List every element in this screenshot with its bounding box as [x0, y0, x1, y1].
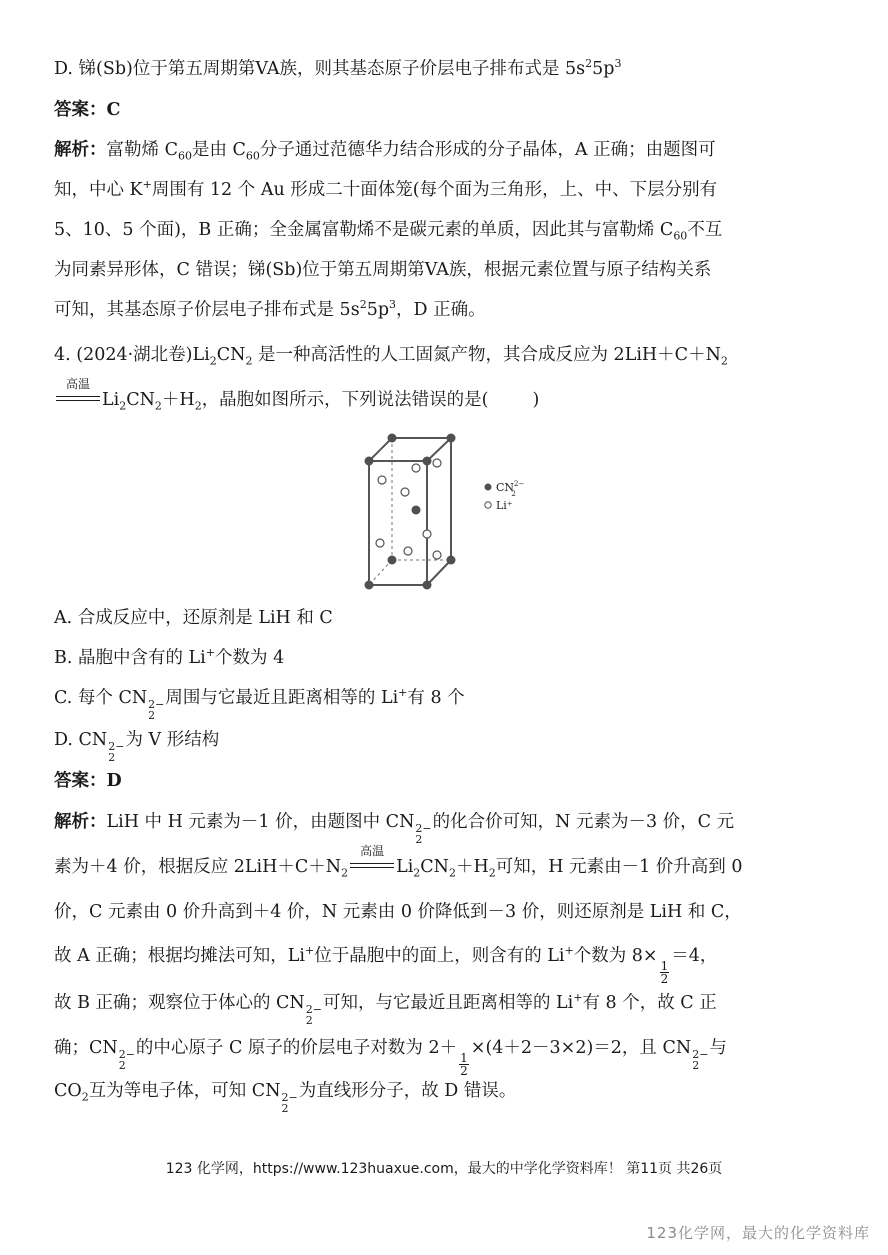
- q3-analysis-line-2: 知，中心 K+周围有 12 个 Au 形成二十面体笼(每个面为三角形，上、中、下层分别有: [54, 178, 718, 200]
- li-ion: [404, 547, 412, 555]
- cn2-ion-corner: [423, 457, 432, 466]
- cn2-ion-corner: [388, 434, 397, 443]
- q4-option-d: D. CN 2− 2 为 V 形结构: [54, 730, 220, 764]
- cn2-ion-corner: [447, 556, 456, 565]
- cn2-ion-corner: [365, 581, 374, 590]
- cn2-ion-corner: [423, 581, 432, 590]
- q4-analysis-line-6: 确；CN 2− 2 的中心原子 C 原子的价层电子对数为 2＋ $\frac{1}{2}$ ×(4＋2－3×2)＝2，且 CN 2− 2 与: [54, 1038, 727, 1078]
- q4-option-a: A. 合成反应中，还原剂是 LiH 和 C: [54, 608, 333, 628]
- unit-cell-figure: [360, 430, 540, 595]
- q3-analysis-line-3: 5、10、5 个面)，B 正确；全金属富勒烯不是碳元素的单质，因此其与富勒烯 $C_{60}$不互: [54, 220, 723, 243]
- reaction-condition: 高温: [350, 853, 394, 881]
- page-footer: 123 化学网，https://www.123huaxue.com，最大的中学化学资料库！ 第11页 共26页: [165, 1161, 723, 1177]
- cn2-ion-corner: [447, 434, 456, 443]
- q4-option-c: C. 每个 CN 2− 2 周围与它最近且距离相等的 Li+有 8 个: [54, 686, 465, 722]
- li-ion: [423, 530, 431, 538]
- reaction-condition: 高温: [56, 386, 100, 414]
- q4-analysis-line-3: 价，C 元素由 0 价升高到＋4 价，N 元素由 0 价降低到－3 价，则还原剂是 LiH 和 C，: [54, 902, 742, 922]
- li-ion: [378, 476, 386, 484]
- li-ion: [376, 539, 384, 547]
- q3-analysis-line-5: 可知，其基态原子价层电子排布式是 $5s^25p^3$，D 正确。: [54, 298, 486, 320]
- li-ion: [401, 488, 409, 496]
- q4-analysis-line-5: 故 B 正确；观察位于体心的 CN 2− 2 可知，与它最近且距离相等的 Li+有 8 个，故 C 正: [54, 991, 717, 1027]
- q4-analysis-line-4: 故 A 正确；根据均摊法可知，Li+位于晶胞中的面上，则含有的 Li+个数为 8× $\frac{1}{2}$ ＝4，: [54, 944, 718, 986]
- q4-option-b: B. 晶胞中含有的 Li+个数为 4: [54, 646, 285, 668]
- legend-dark-dot: [485, 484, 492, 491]
- q3-analysis-line-1: 解析：富勒烯 $C_{60}$是由 $C_{60}$分子通过范德华力结合形成的分子晶体，A 正确；由题图可: [54, 140, 716, 163]
- q4-answer: 答案：D: [54, 771, 122, 791]
- cn2-ion-body-center: [412, 506, 421, 515]
- legend-li-label: Li⁺: [496, 499, 513, 512]
- q3-option-d: D. 锑(Sb)位于第五周期第VA族，则其基态原子价层电子排布式是 $5s^25p^3$: [54, 57, 622, 79]
- q4-analysis-line-7: $CO_2$互为等电子体，可知 CN 2− 2 为直线形分子，故 D 错误。: [54, 1081, 517, 1115]
- q4-analysis-line-2: 素为＋4 价，根据反应 $2LiH+C+N_2$ 高温 $Li_2CN_2+H_2$可知，H 元素由－1 价升高到 0: [54, 844, 743, 880]
- li-ion: [412, 464, 420, 472]
- legend-cn2-label: $CN^{2-}$ 2: [496, 480, 525, 498]
- cn2-ion-corner: [388, 556, 397, 565]
- watermark: 123化学网，最大的化学资料库: [646, 1224, 870, 1242]
- legend-open-dot: [485, 502, 491, 508]
- q3-analysis-line-4: 为同素异形体，C 错误；锑(Sb)位于第五周期第VA族，根据元素位置与原子结构关系: [54, 260, 712, 280]
- cn2-ion-corner: [365, 457, 374, 466]
- q3-answer: 答案：C: [54, 100, 121, 120]
- q4-stem-line-2: 高温 $Li_2CN_2+H_2$，晶胞如图所示，下列说法错误的是( ): [54, 386, 539, 414]
- q4-analysis-line-1: 解析：LiH 中 H 元素为－1 价，由题图中 CN 2− 2 的化合价可知，N 元素为－3 价，C 元: [54, 812, 735, 846]
- q4-stem-line-1: 4. (2024·湖北卷)$Li_2CN_2$ 是一种高活性的人工固氮产物，其合成反应为 $2LiH+C+N_2$: [54, 345, 728, 368]
- li-ion: [433, 459, 441, 467]
- li-ion: [433, 551, 441, 559]
